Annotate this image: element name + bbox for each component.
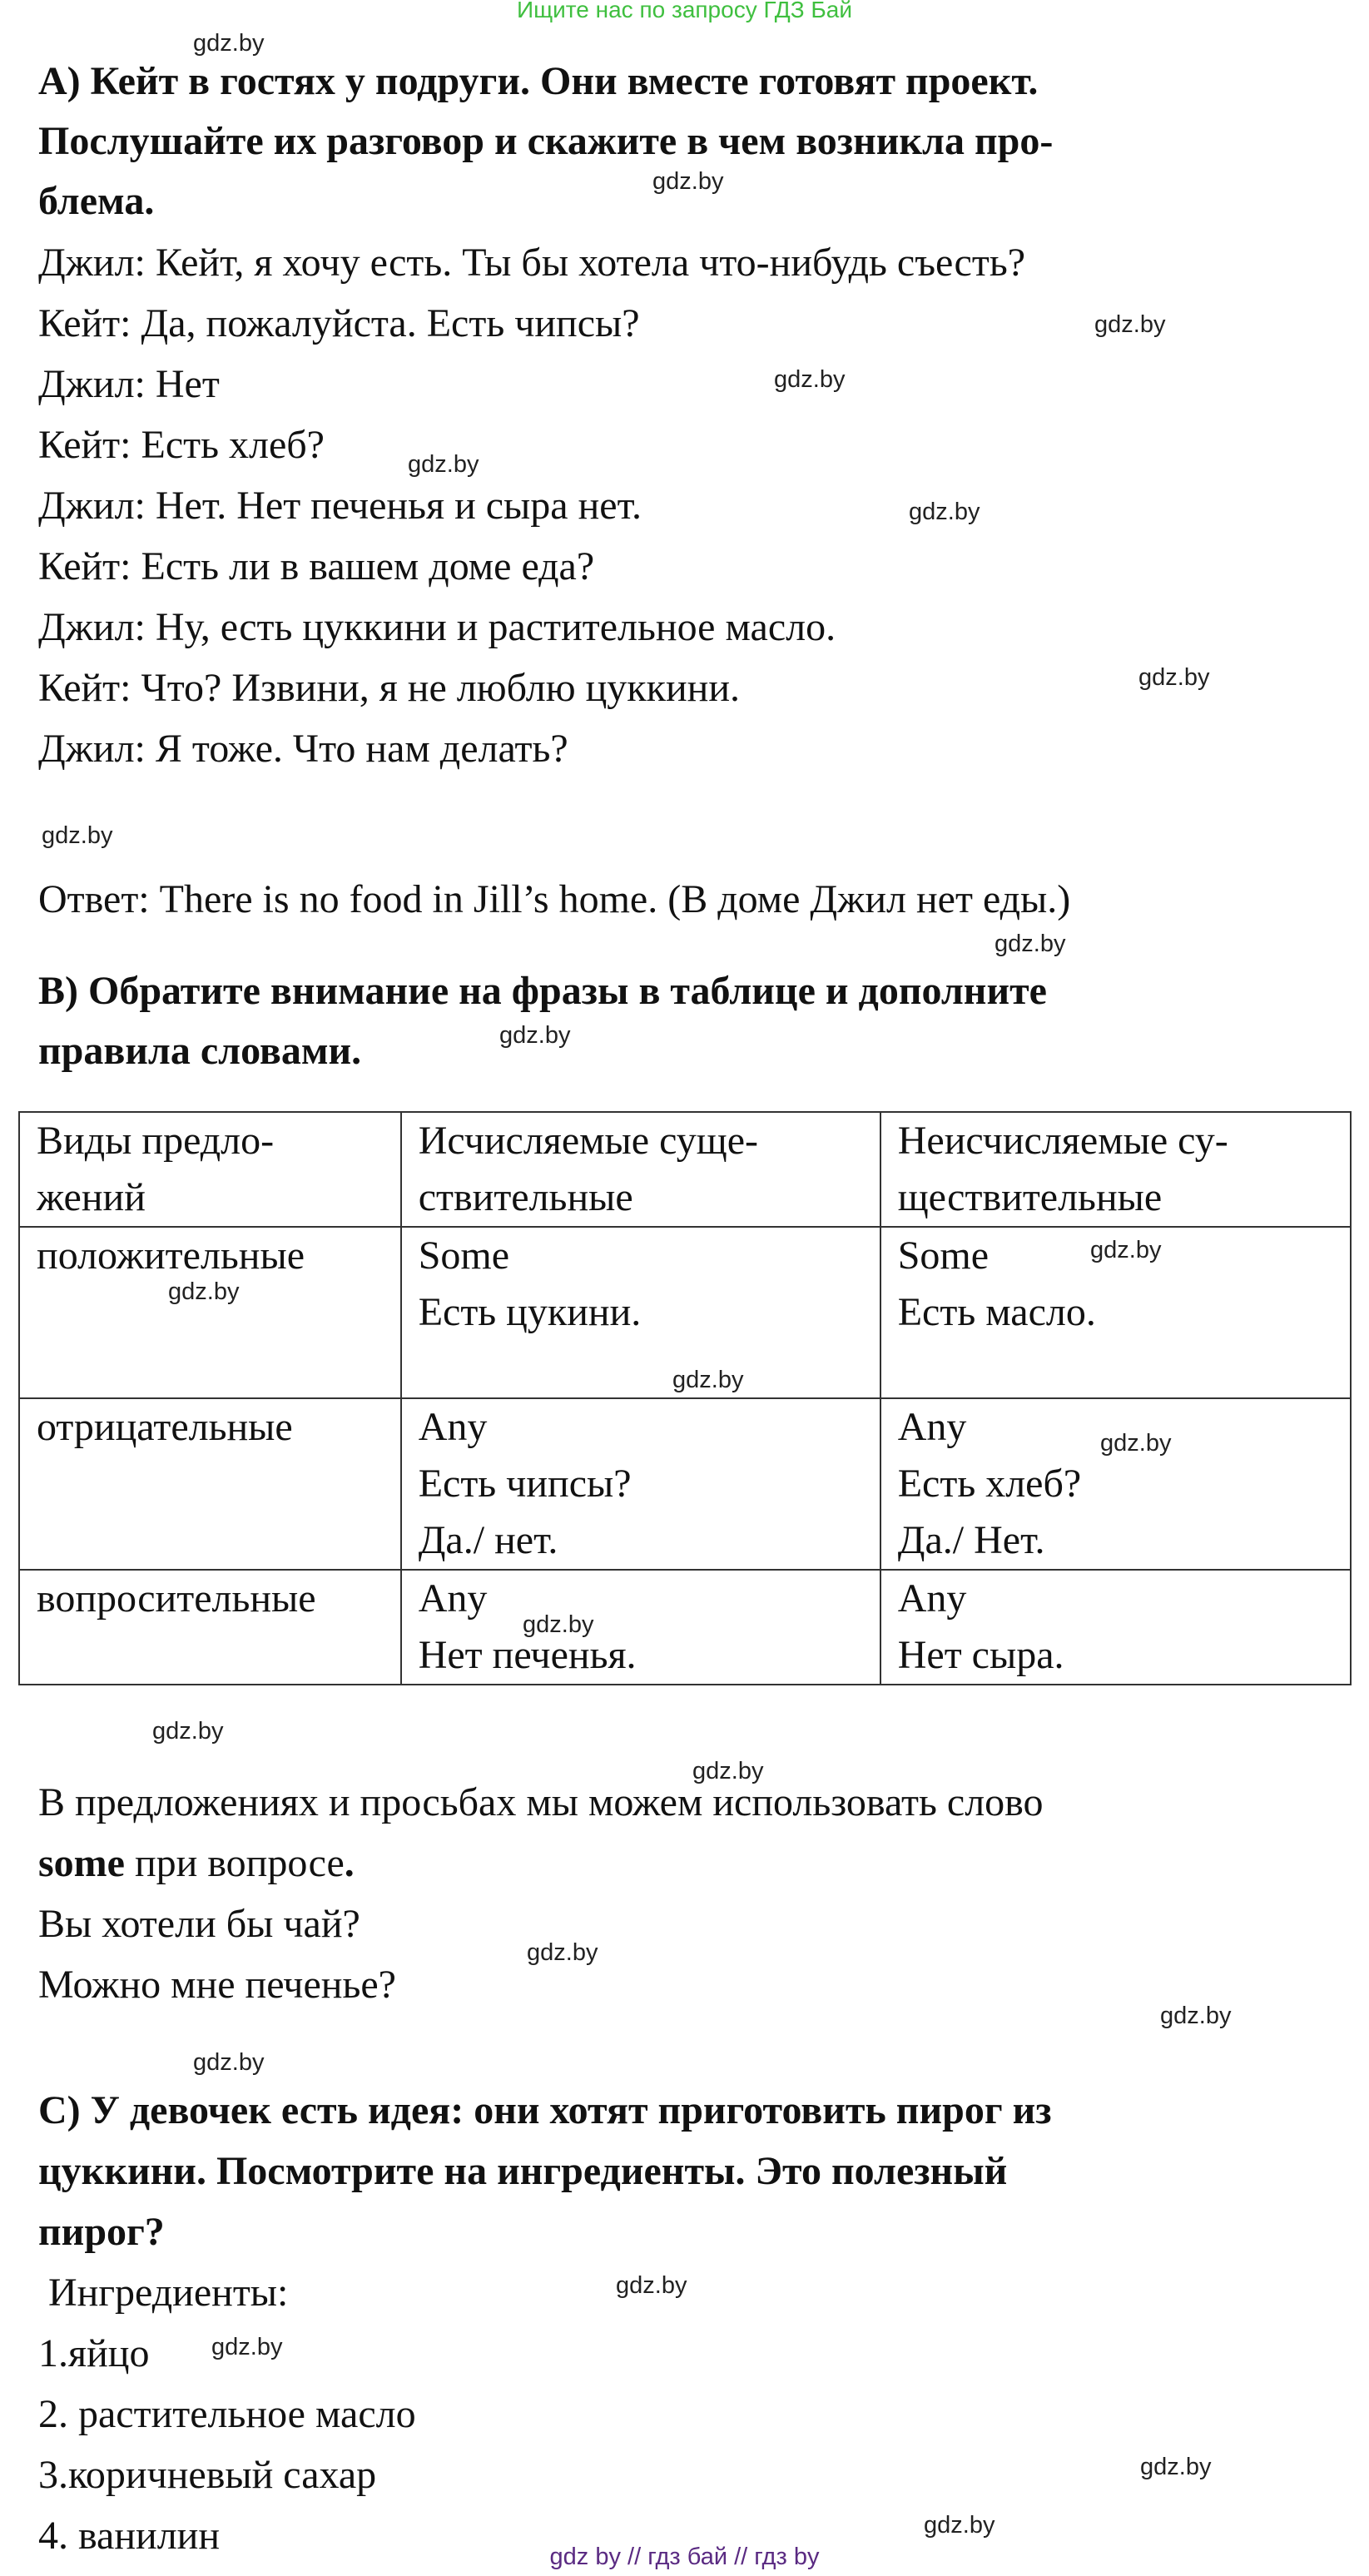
row-type-cell: отрицательные: [19, 1398, 401, 1570]
uncountable-cell: Some Есть масло.: [880, 1227, 1351, 1398]
watermark: gdz.by: [1100, 1430, 1172, 1457]
watermark: gdz.by: [995, 931, 1066, 957]
section-c-title-line-3: пирог?: [38, 2210, 165, 2254]
top-banner[interactable]: Ищите нас по запросу ГДЗ Бай: [516, 0, 853, 22]
section-b-title-line-2: правила словами.: [38, 1029, 362, 1073]
watermark: gdz.by: [692, 1758, 764, 1784]
dialogue-line: Джил: Нет: [38, 362, 220, 406]
header-cell: Виды предло- жений: [19, 1112, 401, 1227]
watermark: gdz.by: [1138, 664, 1210, 691]
ingredient-item: 1.яйцо: [38, 2331, 150, 2375]
watermark: gdz.by: [527, 1939, 598, 1966]
countable-cell: Any Есть чипсы? Да./ нет.: [401, 1398, 880, 1570]
header-cell: Неисчисляемые су- ществительные: [880, 1112, 1351, 1227]
uncountable-cell: Any Есть хлеб? Да./ Нет.: [880, 1398, 1351, 1570]
rule-line-1: В предложениях и просьбах мы можем использовать слово: [38, 1780, 1044, 1824]
countable-cell: Some Есть цукини.: [401, 1227, 880, 1398]
table-row: [19, 1570, 1351, 1685]
dialogue-line: Джил: Ну, есть цуккини и растительное масло.: [38, 605, 836, 649]
ingredient-item: 4. ванилин: [38, 2514, 221, 2558]
ingredient-item: 3.коричневый сахар: [38, 2453, 377, 2497]
watermark: gdz.by: [168, 1278, 240, 1305]
uncountable-cell: Any Нет сыра.: [880, 1570, 1351, 1685]
watermark: gdz.by: [1094, 311, 1166, 338]
section-c-title-line-1: С) У девочек есть идея: они хотят приготовить пирог из: [38, 2088, 1052, 2132]
watermark: gdz.by: [672, 1367, 744, 1393]
section-a-title-line-1: А) Кейт в гостях у подруги. Они вместе готовят проект.: [38, 59, 1039, 103]
dialogue-line: Джил: Нет. Нет печенья и сыра нет.: [38, 484, 642, 528]
answer-text: Ответ: There is no food in Jill’s home. (В доме Джил нет еды.): [38, 877, 1071, 921]
example-line: Вы хотели бы чай?: [38, 1902, 360, 1946]
dialogue-line: Джил: Я тоже. Что нам делать?: [38, 727, 568, 771]
grammar-table: [18, 1111, 1352, 1685]
table-header-row: [19, 1112, 1351, 1227]
dialogue-line: Кейт: Есть ли в вашем доме еда?: [38, 544, 595, 588]
dialogue-line: Джил: Кейт, я хочу есть. Ты бы хотела что-нибудь съесть?: [38, 241, 1026, 285]
watermark: gdz.by: [523, 1611, 594, 1638]
dialogue-line: Кейт: Да, пожалуйста. Есть чипсы?: [38, 301, 640, 345]
watermark: gdz.by: [499, 1022, 571, 1049]
dialogue-line: Кейт: Что? Извини, я не люблю цуккини.: [38, 666, 740, 710]
watermark: gdz.by: [924, 2512, 995, 2539]
row-type-cell: положительные: [19, 1227, 401, 1398]
table-row: [19, 1398, 1351, 1570]
dialogue-line: Кейт: Есть хлеб?: [38, 423, 325, 467]
rule-dot: .: [344, 1841, 355, 1885]
watermark: gdz.by: [1090, 1237, 1162, 1263]
watermark: gdz.by: [193, 30, 265, 57]
watermark: gdz.by: [211, 2334, 283, 2360]
countable-cell: Any Нет печенья.: [401, 1570, 880, 1685]
watermark: gdz.by: [408, 451, 479, 478]
section-c-title-line-2: цуккини. Посмотрите на ингредиенты. Это полезный: [38, 2149, 1008, 2193]
watermark: gdz.by: [193, 2049, 265, 2076]
ingredient-item: 2. растительное масло: [38, 2392, 416, 2436]
rule-bold-word: some: [38, 1841, 125, 1885]
watermark: gdz.by: [774, 366, 846, 393]
row-type-cell: вопросительные: [19, 1570, 401, 1685]
rule-rest: при вопросе: [124, 1841, 345, 1885]
watermark: gdz.by: [652, 168, 724, 195]
watermark: gdz.by: [1140, 2454, 1212, 2480]
bottom-links[interactable]: gdz by // гдз бай // гдз by: [549, 2544, 820, 2570]
example-line: Можно мне печенье?: [38, 1963, 396, 2007]
section-b-title-line-1: В) Обратите внимание на фразы в таблице и дополните: [38, 969, 1047, 1013]
watermark: gdz.by: [1160, 2003, 1232, 2029]
watermark: gdz.by: [909, 499, 980, 525]
watermark: gdz.by: [152, 1718, 224, 1745]
header-cell: Исчисляемые суще- ствительные: [401, 1112, 880, 1227]
rule-line-2: [38, 1834, 355, 1894]
watermark: gdz.by: [616, 2272, 687, 2299]
ingredients-label: Ингредиенты:: [38, 2271, 289, 2315]
section-a-title-line-2: Послушайте их разговор и скажите в чем возникла про-: [38, 119, 1054, 163]
section-a-title-line-3: блема.: [38, 179, 155, 223]
watermark: gdz.by: [42, 822, 113, 849]
